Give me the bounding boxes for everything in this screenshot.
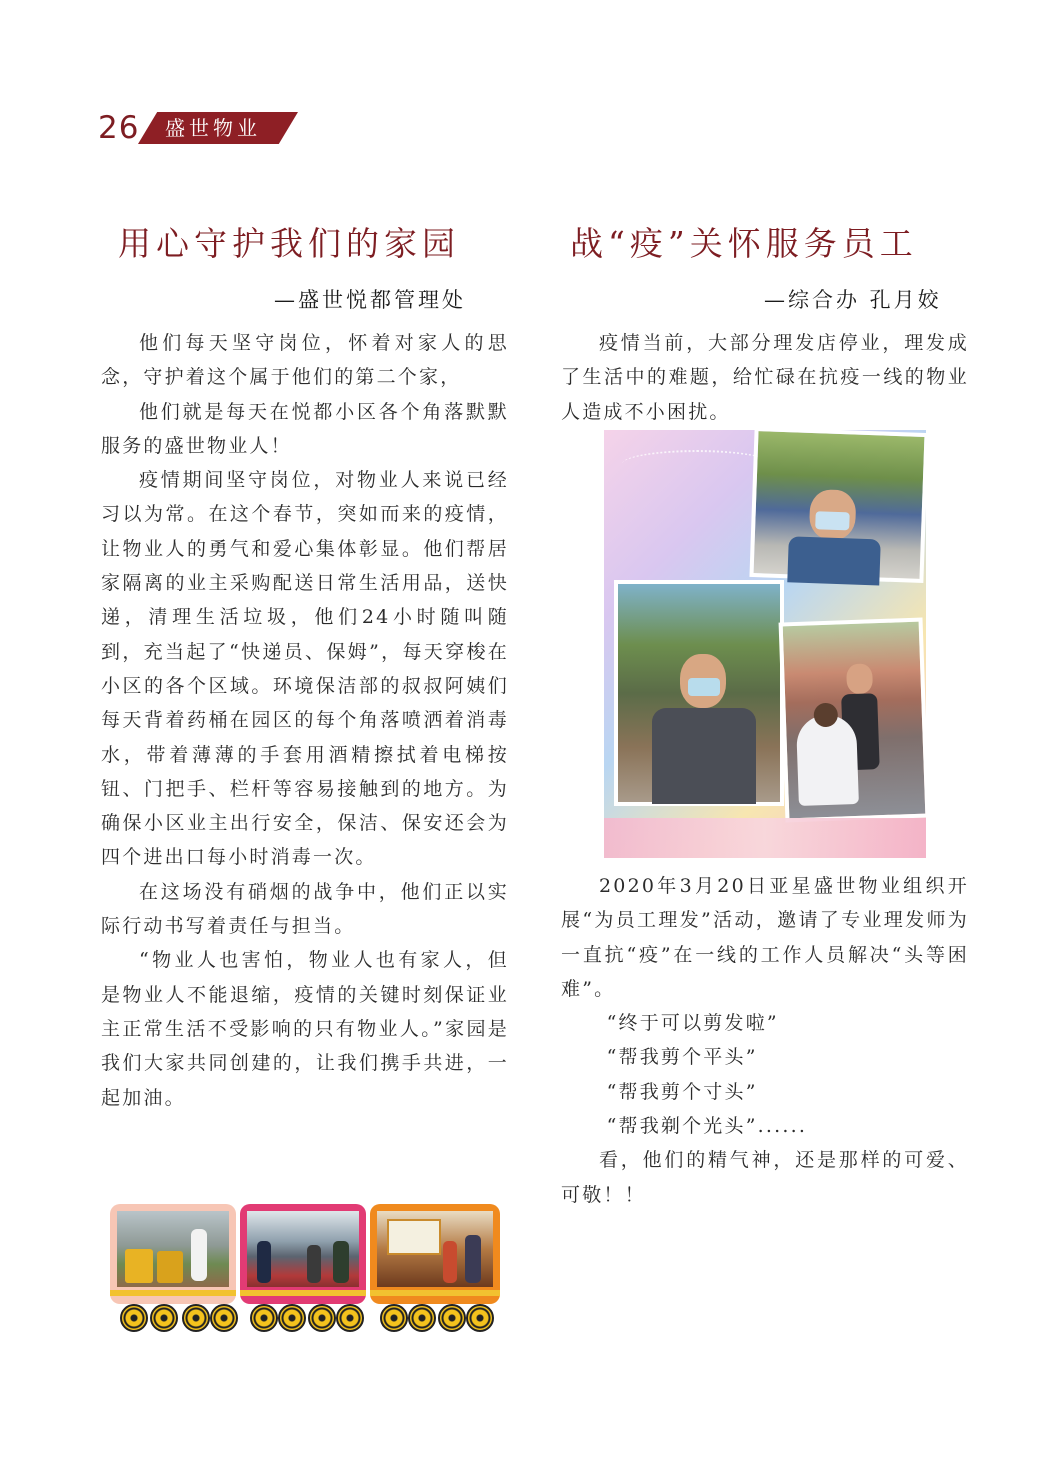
haircut-photo-3: [779, 618, 926, 823]
left-paragraph-1: 他们每天坚守岗位，怀着对家人的思念，守护着这个属于他们的第二个家，: [101, 332, 509, 389]
page-number: 26: [98, 110, 140, 146]
right-article-intro: [561, 326, 969, 429]
train-wheel: [466, 1304, 494, 1332]
train-wheel: [120, 1304, 148, 1332]
section-title: 盛世物业: [165, 116, 261, 140]
quote-4: “帮我剃个光头”......: [606, 1115, 808, 1138]
train-wheel: [210, 1304, 238, 1332]
train-wheel: [308, 1304, 336, 1332]
left-paragraph-2: 他们就是每天在悦都小区各个角落默默服务的盛世物业人！: [101, 400, 509, 457]
right-article-byline: —综合办 孔月姣: [764, 288, 942, 312]
haircut-photo-1: [749, 430, 926, 583]
train-car-1: [110, 1204, 236, 1304]
left-article-title: 用心守护我们的家园: [118, 224, 460, 263]
left-paragraph-5: “物业人也害怕，物业人也有家人，但是物业人不能退缩，疫情的关键时刻保证业主正常生活不受影响的只有物业人。”家园是我们大家共同创建的，让我们携手共进，一起加油。: [101, 949, 509, 1109]
left-paragraph-4: 在这场没有硝烟的战争中，他们正以实际行动书写着责任与担当。: [101, 880, 509, 938]
train-wheel: [182, 1304, 210, 1332]
train-wheel: [438, 1304, 466, 1332]
train-car-3: [370, 1204, 500, 1304]
train-wheel: [408, 1304, 436, 1332]
train-illustration: [110, 1204, 502, 1334]
right-intro-paragraph: 疫情当前，大部分理发店停业，理发成了生活中的难题，给忙碌在抗疫一线的物业人造成不小困扰。: [561, 332, 969, 423]
haircut-photo-collage: [604, 430, 926, 858]
quote-1: “终于可以剪发啦”: [606, 1012, 779, 1035]
train-wheel: [250, 1304, 278, 1332]
train-wheel: [380, 1304, 408, 1332]
right-article-title: 战“疫”关怀服务员工: [570, 224, 918, 263]
right-article-body: [561, 869, 969, 1212]
quote-2: “帮我剪个平头”: [606, 1046, 758, 1069]
train-wheel: [336, 1304, 364, 1332]
quote-3: “帮我剪个寸头”: [606, 1080, 758, 1103]
checkpoint-photo: [247, 1211, 359, 1287]
train-car-2: [240, 1204, 366, 1304]
left-paragraph-3: 疫情期间坚守岗位，对物业人来说已经习以为常。在这个春节，突如而来的疫情，让物业人的勇气和爱心集体彰显。他们帮居家隔离的业主采购配送日常生活用品，送快递，清理生活垃圾，他们24小时随叫随到，充当起了“快递员、保姆”，每天穿梭在小区的各个区域。环境保洁部的叔叔阿姨们每天背着药桶在园区的每个角落喷洒着消毒水，带着薄薄的手套用酒精擦拭着电梯按钮、门把手、栏杆等容易接触到的地方。为确保小区业主出行安全，保洁、保安还会为四个进出口每小时消毒一次。: [101, 469, 509, 869]
right-paragraph-1: 2020年3月20日亚星盛世物业组织开展“为员工理发”活动，邀请了专业理发师为一直抗“疫”在一线的工作人员解决“头等困难”。: [561, 875, 969, 1000]
haircut-photo-2: [614, 580, 784, 806]
right-closing-paragraph: 看，他们的精气神，还是那样的可爱、可敬！！: [561, 1149, 969, 1206]
left-article-byline: —盛世悦都管理处: [274, 288, 466, 312]
train-wheel: [278, 1304, 306, 1332]
lobby-photo: [377, 1211, 493, 1287]
cleaning-photo: [117, 1211, 229, 1287]
left-article-body: [101, 326, 509, 1115]
train-wheel: [150, 1304, 178, 1332]
